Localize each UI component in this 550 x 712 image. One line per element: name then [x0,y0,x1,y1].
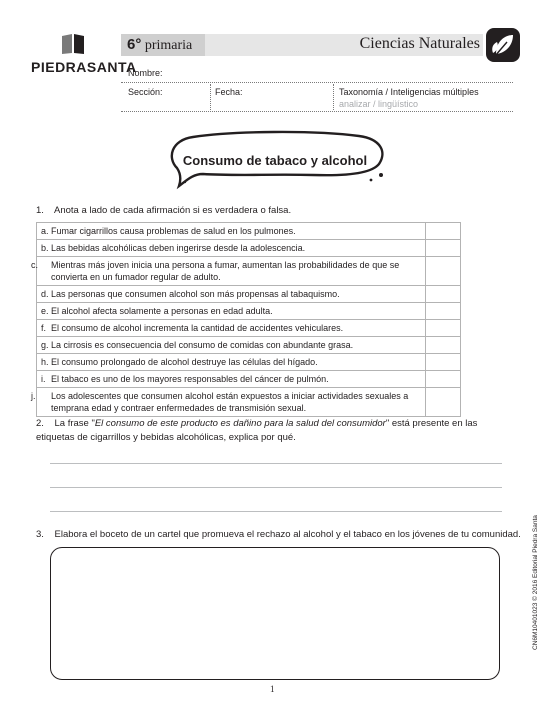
item-letter: e. [41,306,49,316]
statement-cell [37,320,426,337]
answer-cell[interactable] [426,286,461,303]
table-row [37,303,461,320]
page-number: 1 [270,684,275,694]
item-letter: c. [31,260,39,270]
answer-cell[interactable] [426,223,461,240]
section-label: Sección: [128,87,163,97]
table-row [37,388,461,417]
question-text-part: La frase " [54,418,95,429]
poster-drawing-area[interactable] [50,547,500,680]
answer-cell[interactable] [426,337,461,354]
grade-label [127,36,192,54]
statement-cell [37,240,426,257]
item-letter: f. [41,323,47,333]
answer-cell[interactable] [426,257,461,286]
grade-level: primaria [144,38,193,53]
statement-text: El alcohol afecta solamente a personas en edad adulta. [51,306,273,316]
table-row [37,354,461,371]
question-1 [36,204,291,218]
question-number: 2. [36,418,44,429]
statement-text: Las bebidas alcohólicas deben ingerirse desde la adolescencia. [51,243,306,253]
answer-cell[interactable] [426,303,461,320]
table-row [37,286,461,303]
statement-text: Las personas que consumen alcohol son más propensas al tabaquismo. [51,289,340,299]
statement-text: El consumo prolongado de alcohol destruye las células del hígado. [51,357,318,367]
table-row [37,257,461,286]
statement-cell [37,223,426,240]
copyright-code: CN6M10401023 © 2016 Editorial Piedra Santa [532,515,539,650]
statement-text: Los adolescentes que consumen alcohol están expuestos a iniciar actividades sexuales a temprana edad y contraer enfermedades de transmisión sexual. [51,391,409,413]
statement-cell [37,337,426,354]
statement-text: Mientras más joven inicia una persona a fumar, aumentan las probabilidades de que se convierta en un fumador regular de adulto. [51,260,400,282]
answer-cell[interactable] [426,240,461,257]
item-letter: h. [41,357,49,367]
question-3 [36,528,521,542]
answer-cell[interactable] [426,354,461,371]
table-row [37,223,461,240]
question-text: Anota a lado de cada afirmación si es verdadera o falsa. [53,205,292,216]
worksheet-title: Consumo de tabaco y alcohol [182,153,368,168]
table-row [37,320,461,337]
answer-cell[interactable] [426,320,461,337]
taxonomy-label: Taxonomía / Inteligencias múltiples [339,87,479,97]
answer-cell[interactable] [426,371,461,388]
question-number: 1. [36,205,44,216]
book-icon [60,33,86,55]
item-letter: d. [41,289,49,299]
statement-cell [31,257,426,286]
date-label: Fecha: [215,87,243,97]
grade-number: 6° [127,36,142,53]
statement-text: Fumar cigarrillos causa problemas de salud en los pulmones. [51,226,296,236]
name-label: Nombre: [128,68,163,78]
question-2 [36,417,506,445]
question-text: Elabora el boceto de un cartel que promueva el rechazo al alcohol y el tabaco en los jóvenes de tu comunidad. [54,529,521,540]
true-false-table [31,222,461,417]
answer-line[interactable] [50,487,502,488]
answer-line[interactable] [50,511,502,512]
divider [333,84,334,110]
statement-cell [37,354,426,371]
taxonomy-sublabel: analizar / lingüístico [339,99,419,109]
question-text-part: " está presente en las etiquetas de cigarrillos y bebidas alcohólicas, explica por qué. [36,418,478,443]
question-number: 3. [36,529,44,540]
statement-text: El tabaco es uno de los mayores responsables del cáncer de pulmón. [51,374,329,384]
item-letter: a. [41,226,49,236]
name-line[interactable] [121,82,513,83]
statement-text: La cirrosis es consecuencia del consumo de comidas con abundante grasa. [51,340,354,350]
statement-cell [31,388,426,417]
table-row [37,240,461,257]
item-letter: b. [41,243,49,253]
statement-cell [37,371,426,388]
statement-cell [37,303,426,320]
item-letter: g. [41,340,49,350]
answer-cell[interactable] [426,388,461,417]
fields-bottom-line [121,111,513,112]
divider [210,84,211,110]
question-text [36,418,477,443]
statement-text: El consumo de alcohol incrementa la cantidad de accidentes vehiculares. [51,323,344,333]
subject-title: Ciencias Naturales [359,35,480,52]
statement-cell [37,286,426,303]
leaf-icon [486,28,520,62]
table-row [37,337,461,354]
brand-logo: PIEDRASANTA [31,59,137,75]
answer-line[interactable] [50,463,502,464]
item-letter: j. [31,391,36,401]
item-letter: i. [41,374,46,384]
quoted-phrase: El consumo de este producto es dañino para la salud del consumidor [94,418,386,429]
table-row [37,371,461,388]
